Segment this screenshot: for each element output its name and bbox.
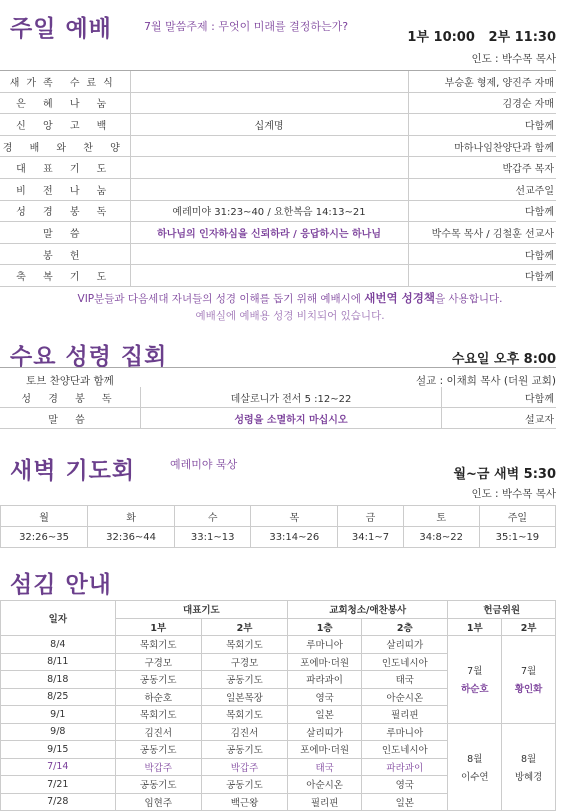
wednesday-worship: 토브 찬양단과 함께: [26, 375, 114, 387]
duty-prayer-1: 구경모: [115, 653, 201, 671]
duty-date: 7/14: [1, 758, 116, 776]
sunday-row-person: 박수목 목사 / 김철훈 선교사: [408, 222, 556, 244]
wednesday-order-table: [0, 387, 556, 429]
sunday-row-content: [130, 265, 408, 287]
duty-clean-1f: 파라과이: [288, 671, 362, 689]
wednesday-row-label: 성 경 봉 독: [0, 387, 141, 408]
wednesday-row-person: 다함께: [442, 387, 557, 408]
duty-head-prayer: 대표기도: [115, 601, 287, 619]
duty-date: 7/28: [1, 793, 116, 811]
offering-month: 7월: [467, 666, 483, 678]
sunday-row-content: 예레미야 31:23~40 / 요한복음 14:13~21: [130, 200, 408, 222]
wednesday-row: [0, 387, 556, 408]
duty-clean-2f: 아순시온: [362, 688, 448, 706]
dawn-day: 금: [338, 506, 403, 527]
duty-clean-2f: 인도네시아: [362, 741, 448, 759]
sunday-row: [0, 71, 556, 92]
offering-name-2: 황인화: [514, 684, 543, 696]
sunday-row: [0, 157, 556, 179]
sunday-row-label: 성 경 봉 독: [0, 200, 130, 222]
dawn-subtitle: 예레미야 묵상: [170, 458, 238, 471]
offering-1: [448, 636, 502, 724]
duty-clean-2f: 영국: [362, 776, 448, 794]
offering-name-1: 이수연: [461, 771, 489, 783]
duty-head-off-1: 1부: [448, 618, 502, 636]
notice-pre: VIP분들과 다음세대 자녀들의 성경 이해를 돕기 위해 예배시에: [77, 293, 365, 305]
sunday-row-content: [130, 92, 408, 114]
offering-month: 8월: [520, 753, 537, 765]
offering-month: 7월: [520, 666, 537, 678]
duty-clean-2f: 태국: [362, 671, 448, 689]
offering-2: [502, 723, 556, 811]
sunday-row-content: 하나님의 인자하심을 신뢰하라 / 응답하시는 하나님: [130, 222, 408, 244]
sunday-row-label: 대 표 기 도: [0, 157, 130, 179]
duty-prayer-1: 공동기도: [115, 741, 201, 759]
duty-prayer-1: 공동기도: [115, 671, 201, 689]
duty-clean-1f: 일본: [288, 706, 362, 724]
dawn-verse: 33:1~13: [175, 527, 251, 548]
dawn-day: 수: [175, 506, 251, 527]
sunday-leader: 인도 : 박수목 목사: [471, 53, 556, 65]
duty-prayer-1: 임현주: [115, 793, 201, 811]
duty-head-2: 2부: [201, 618, 287, 636]
offering-2: [502, 636, 556, 724]
offering-name-2: 방혜경: [514, 771, 543, 783]
sunday-row: [0, 222, 556, 244]
sunday-row-person: 마하나임찬양단과 함께: [408, 135, 556, 157]
duty-clean-1f: 영국: [288, 688, 362, 706]
duty-prayer-2: 박갑주: [201, 758, 287, 776]
sunday-row: [0, 135, 556, 157]
dawn-verse: 32:26~35: [1, 527, 88, 548]
duty-clean-1f: 태국: [288, 758, 362, 776]
duty-clean-2f: 살리띠가: [362, 636, 448, 654]
duty-prayer-1: 박갑주: [115, 758, 201, 776]
duty-prayer-1: 공동기도: [115, 776, 201, 794]
duty-table: [0, 600, 556, 811]
wednesday-row-person: 설교자: [442, 408, 557, 429]
duty-prayer-1: 김진서: [115, 723, 201, 741]
duty-prayer-2: 목회기도: [201, 636, 287, 654]
duty-prayer-1: 목회기도: [115, 636, 201, 654]
sunday-notice: [0, 290, 580, 306]
sunday-row-person: 박갑주 목자: [408, 157, 556, 179]
sunday-row: [0, 200, 556, 222]
sunday-row-person: 다함께: [408, 265, 556, 287]
duty-clean-1f: 필리핀: [288, 793, 362, 811]
dawn-leader: 인도 : 박수목 목사: [471, 488, 556, 500]
sunday-row: [0, 265, 556, 287]
duty-clean-2f: 루마니아: [362, 723, 448, 741]
duty-prayer-2: 목회기도: [201, 706, 287, 724]
duty-head-off-2: 2부: [502, 618, 556, 636]
sunday-row-label: 비 전 나 눔: [0, 178, 130, 200]
duty-clean-2f: 필리핀: [362, 706, 448, 724]
sunday-theme: 7월 말씀주제 : 무엇이 미래를 결정하는가?: [144, 20, 349, 33]
duty-clean-1f: 포에마·더원: [288, 741, 362, 759]
duty-clean-1f: 살리띠가: [288, 723, 362, 741]
dawn-verse: 33:14~26: [251, 527, 338, 548]
duty-row: [1, 723, 556, 741]
sunday-row-person: 부승훈 형제, 양진주 자매: [408, 71, 556, 92]
duty-head-1f: 1층: [288, 618, 362, 636]
dawn-time: 월~금 새벽 5:30: [453, 467, 556, 482]
duty-date: 9/8: [1, 723, 116, 741]
duty-clean-2f: 일본: [362, 793, 448, 811]
sunday-row-person: 다함께: [408, 243, 556, 265]
duty-date: 7/21: [1, 776, 116, 794]
sunday-row-label: 축 복 기 도: [0, 265, 130, 287]
duty-prayer-2: 일본목장: [201, 688, 287, 706]
sunday-row: [0, 243, 556, 265]
duty-prayer-2: 김진서: [201, 723, 287, 741]
duty-prayer-2: 구경모: [201, 653, 287, 671]
offering-1: [448, 723, 502, 811]
duty-head-clean: 교회청소/애찬봉사: [288, 601, 448, 619]
duty-prayer-1: 하순호: [115, 688, 201, 706]
sunday-row-label: 봉 헌: [0, 243, 130, 265]
notice-strong: 새번역 성경책: [364, 291, 435, 305]
sunday-title: 주일 예배: [10, 16, 112, 42]
dawn-verse: 34:8~22: [403, 527, 479, 548]
duty-clean-1f: 루마니아: [288, 636, 362, 654]
dawn-title: 새벽 기도회: [10, 458, 136, 484]
notice-post: 을 사용합니다.: [434, 293, 503, 305]
sunday-row: [0, 92, 556, 114]
dawn-day: 화: [88, 506, 175, 527]
sunday-row-content: [130, 71, 408, 92]
duty-clean-2f: 인도네시아: [362, 653, 448, 671]
sunday-row-label: 은 혜 나 눔: [0, 92, 130, 114]
duty-date: 8/11: [1, 653, 116, 671]
dawn-day: 목: [251, 506, 338, 527]
wednesday-row-label: 말 씀: [0, 408, 141, 429]
sunday-row-label: 새가족 수료식: [0, 71, 130, 92]
sunday-row-person: 다함께: [408, 114, 556, 136]
duty-clean-1f: 포에마·더원: [288, 653, 362, 671]
wednesday-row-content: 데살로니가 전서 5 :12~22: [141, 387, 442, 408]
sunday-row-label: 말 씀: [0, 222, 130, 244]
sunday-row-content: [130, 178, 408, 200]
sunday-row-person: 김경순 자매: [408, 92, 556, 114]
duty-title: 섬김 안내: [10, 572, 112, 598]
duty-prayer-2: 공동기도: [201, 741, 287, 759]
duty-clean-2f: 파라과이: [362, 758, 448, 776]
dawn-day: 토: [403, 506, 479, 527]
duty-date: 8/4: [1, 636, 116, 654]
duty-prayer-2: 공동기도: [201, 776, 287, 794]
duty-row: [1, 636, 556, 654]
sunday-row-person: 다함께: [408, 200, 556, 222]
dawn-day: 월: [1, 506, 88, 527]
sunday-row-content: [130, 135, 408, 157]
dawn-verse: 34:1~7: [338, 527, 403, 548]
duty-date: 9/1: [1, 706, 116, 724]
sunday-row-content: 십계명: [130, 114, 408, 136]
duty-date: 8/25: [1, 688, 116, 706]
sunday-row-label: 신 앙 고 백: [0, 114, 130, 136]
wednesday-divider: [0, 367, 556, 368]
sunday-row-content: [130, 243, 408, 265]
sunday-row: [0, 178, 556, 200]
dawn-schedule-table: [0, 505, 556, 548]
wednesday-time: 수요일 오후 8:00: [451, 352, 556, 367]
sunday-row-label: 경 배 와 찬 양: [0, 135, 130, 157]
duty-head-2f: 2층: [362, 618, 448, 636]
offering-name-1: 하순호: [461, 684, 489, 696]
duty-prayer-2: 백근왕: [201, 793, 287, 811]
sunday-row-person: 선교주일: [408, 178, 556, 200]
sunday-row-content: [130, 157, 408, 179]
offering-month: 8월: [467, 753, 483, 765]
dawn-verse: 35:1~19: [479, 527, 555, 548]
duty-head-offering: 헌금위원: [448, 601, 556, 619]
duty-head-date: 일자: [1, 601, 116, 636]
duty-date: 8/18: [1, 671, 116, 689]
sunday-row: [0, 114, 556, 136]
sunday-notice2: 예배실에 예배용 성경 비치되어 있습니다.: [195, 310, 385, 322]
dawn-day: 주일: [479, 506, 555, 527]
duty-head-1: 1부: [115, 618, 201, 636]
sunday-order-table: [0, 71, 556, 287]
dawn-verse: 32:36~44: [88, 527, 175, 548]
wednesday-row: [0, 408, 556, 429]
wednesday-title: 수요 성령 집회: [10, 344, 168, 370]
duty-prayer-1: 목회기도: [115, 706, 201, 724]
duty-clean-1f: 아순시온: [288, 776, 362, 794]
duty-prayer-2: 공동기도: [201, 671, 287, 689]
wednesday-row-content: 성령을 소멸하지 마십시오: [141, 408, 442, 429]
wednesday-sermon: 설교 : 이채희 목사 (더원 교회): [416, 375, 556, 387]
sunday-times: 1부 10:00 2부 11:30: [407, 30, 556, 45]
duty-date: 9/15: [1, 741, 116, 759]
